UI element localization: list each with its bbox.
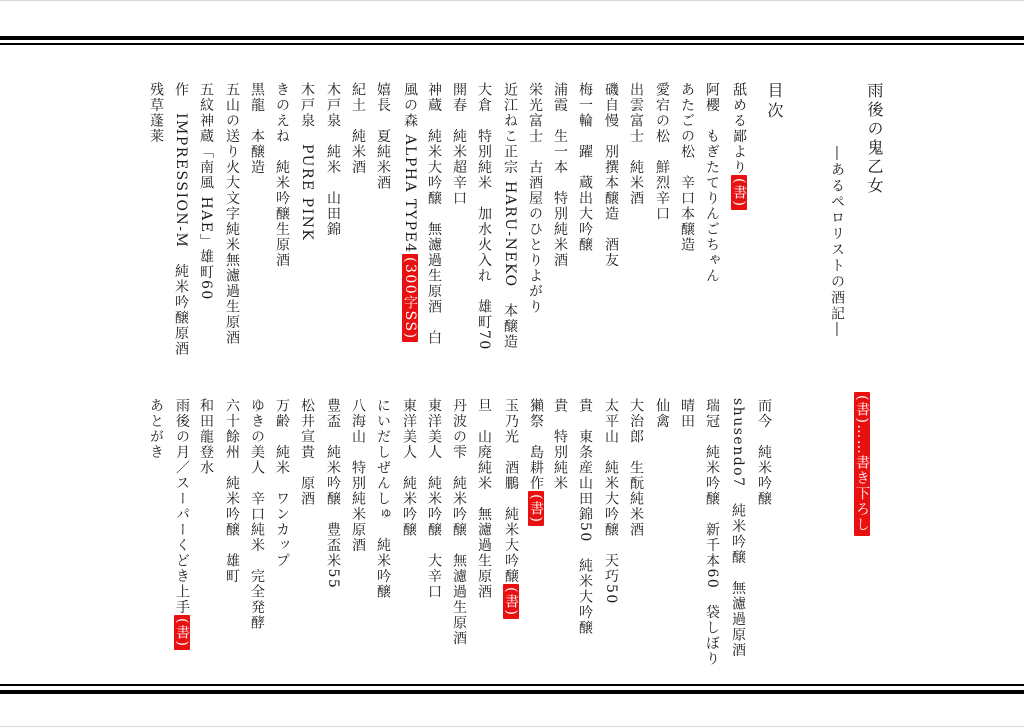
toc-item[interactable]: 瑞冠 純米吟醸 新千本60 袋しぼり xyxy=(704,398,720,667)
toc-item[interactable]: 松井宣貴 原酒 xyxy=(299,398,315,507)
toc-heading: 目次 xyxy=(765,82,784,122)
toc-item[interactable]: 紀土 純米酒 xyxy=(350,82,366,175)
toc-item[interactable]: shusendo7 純米吟醸 無濾過原酒 xyxy=(730,398,746,659)
toc-item[interactable]: 浦霞 生一本 特別純米酒 xyxy=(552,82,568,268)
written-badge: (書) xyxy=(503,584,519,619)
toc-item[interactable]: 作 IMPRESSION-M 純米吟醸原酒 xyxy=(173,82,189,357)
toc-item[interactable]: 梅一輪 躍 蔵出大吟醸 xyxy=(577,82,593,253)
toc-item[interactable]: 和田龍登水 xyxy=(198,398,214,476)
toc-item[interactable]: きのえね 純米吟醸生原酒 xyxy=(274,82,290,268)
toc-item[interactable]: 大倉 特別純米 加水火入れ 雄町70 xyxy=(476,82,492,351)
toc-item[interactable]: 六十餘州 純米吟醸 雄町 xyxy=(224,398,240,584)
toc-item[interactable] xyxy=(174,398,190,650)
bottom-rule-thick xyxy=(0,690,1024,694)
toc-item[interactable]: 阿櫻 もぎたてりんごちゃん xyxy=(704,82,720,284)
toc-item[interactable]: 五紋神蔵「南風 HAE」雄町60 xyxy=(198,82,214,301)
toc-item[interactable] xyxy=(731,82,747,210)
toc-item[interactable]: 神蔵 純米大吟醸 無濾過生原酒 白 xyxy=(426,82,442,346)
bottom-rule-thin xyxy=(0,684,1024,686)
toc-item[interactable] xyxy=(503,398,519,619)
book-title: 雨後の鬼乙女 xyxy=(865,82,884,196)
written-badge: (書) xyxy=(528,491,544,526)
toc-item[interactable]: 大治郎 生酛純米酒 xyxy=(628,398,644,538)
toc-item-text: 風の森 ALPHA TYPE4 xyxy=(402,82,418,254)
toc-item[interactable]: あたごの松 辛口本醸造 xyxy=(679,82,695,253)
toc-item[interactable]: 木戸泉 PURE PINK xyxy=(299,82,315,242)
toc-item-text: 雨後の月／スーパーくどき上手 xyxy=(174,398,190,615)
toc-item[interactable]: 東洋美人 純米吟醸 大辛口 xyxy=(426,398,442,600)
toc-item[interactable]: 豊盃 純米吟醸 豊盃米55 xyxy=(325,398,341,590)
written-badge: (書) xyxy=(731,175,747,210)
toc-item[interactable]: 而今 純米吟醸 xyxy=(756,398,772,507)
page-top-edge xyxy=(0,0,1024,1)
toc-item[interactable]: 旦 山廃純米 無濾過生原酒 xyxy=(476,398,492,600)
toc-item[interactable]: ゆきの美人 辛口純米 完全発酵 xyxy=(249,398,265,631)
toc-item[interactable]: 五山の送り火大文字純米無濾過生原酒 xyxy=(224,82,240,346)
toc-item[interactable]: 黒龍 本醸造 xyxy=(249,82,265,175)
legend-badge: (書)……書き下ろし xyxy=(854,392,870,536)
toc-item[interactable]: 出雲富士 純米酒 xyxy=(628,82,644,206)
written-badge: (書) xyxy=(174,615,190,650)
written-badge: (300字SS) xyxy=(402,254,418,343)
toc-item[interactable]: 近江ねこ正宗 HARU-NEKO 本醸造 xyxy=(502,82,518,350)
toc-item-text: 舐める鄙より xyxy=(731,82,747,175)
toc-item[interactable]: 東洋美人 純米吟醸 xyxy=(401,398,417,538)
toc-item[interactable]: 丹波の雫 純米吟醸 無濾過生原酒 xyxy=(451,398,467,646)
toc-item[interactable] xyxy=(528,398,544,526)
toc-item[interactable]: あとがき xyxy=(148,398,164,460)
toc-item[interactable]: 木戸泉 純米 山田錦 xyxy=(325,82,341,237)
toc-item[interactable]: 残草蓬莱 xyxy=(148,82,164,144)
toc-item[interactable]: 磯自慢 別撰本醸造 酒友 xyxy=(603,82,619,268)
toc-item[interactable]: 晴田 xyxy=(679,398,695,429)
toc-item[interactable]: 万齢 純米 ワンカップ xyxy=(274,398,290,569)
legend xyxy=(854,392,870,536)
toc-item[interactable]: 太平山 純米大吟醸 天巧50 xyxy=(603,398,619,605)
toc-item[interactable]: 八海山 特別純米原酒 xyxy=(350,398,366,553)
top-rule-thick xyxy=(0,36,1024,40)
book-subtitle: ―あるペロリストの酒記― xyxy=(829,146,845,338)
toc-item[interactable]: 仙禽 xyxy=(654,398,670,429)
toc-item[interactable] xyxy=(402,82,418,342)
toc-item[interactable]: 貴 特別純米 xyxy=(552,398,568,491)
toc-item-text: 獺祭 島耕作 xyxy=(528,398,544,491)
toc-item-text: 玉乃光 酒鵬 純米大吟醸 xyxy=(503,398,519,584)
top-rule-thin xyxy=(0,43,1024,45)
toc-item[interactable]: 栄光富士 古酒屋のひとりよがり xyxy=(527,82,543,315)
toc-item[interactable]: 嬉長 夏純米酒 xyxy=(375,82,391,191)
toc-item[interactable]: 貴 東条産山田錦50 純米大吟醸 xyxy=(577,398,593,636)
toc-item[interactable]: 愛宕の松 鮮烈辛口 xyxy=(654,82,670,222)
toc-item[interactable]: 開春 純米超辛口 xyxy=(451,82,467,206)
toc-item[interactable]: にいだしぜんしゅ 純米吟醸 xyxy=(375,398,391,600)
